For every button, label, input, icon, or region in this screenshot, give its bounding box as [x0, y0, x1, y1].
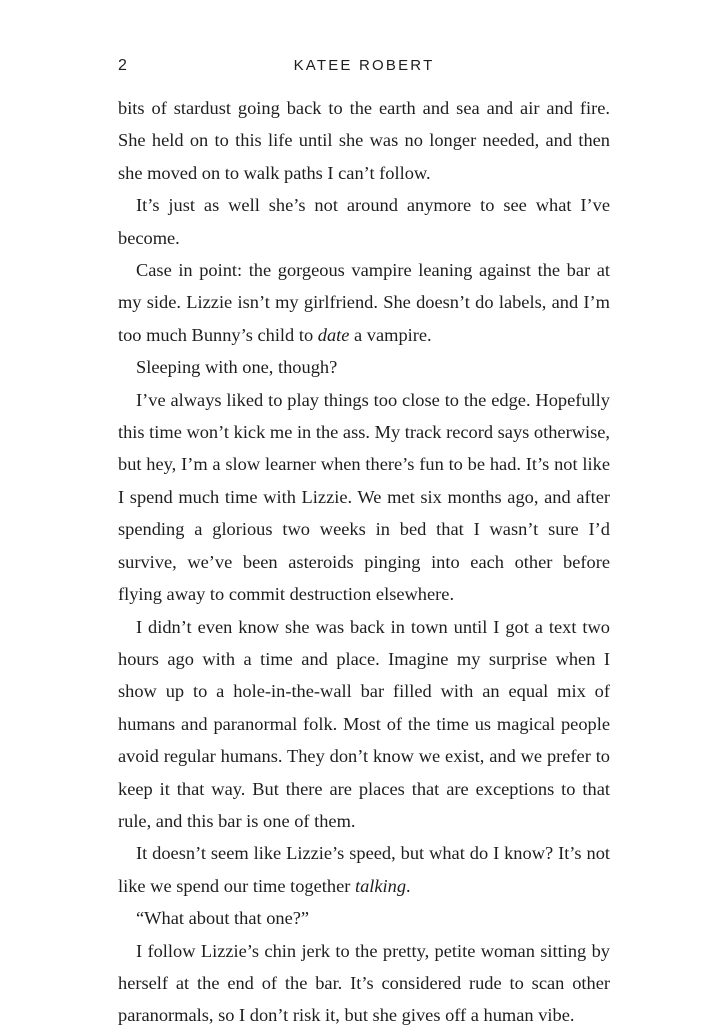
text-segment: bits of stardust going back to the earth and sea and air and fire. She held on to this life until she was no longer needed, and then she moved on to walk paths I can’t follow. [118, 98, 610, 183]
text-segment: “What about that one?” [136, 908, 310, 929]
paragraph [118, 611, 610, 838]
body-text [118, 92, 610, 1032]
italic-text-segment: date [317, 324, 350, 345]
paragraph [118, 384, 610, 611]
paragraph [118, 935, 610, 1032]
text-segment: I follow Lizzie’s chin jerk to the pretty, petite woman sitting by herself at the end of the bar. It’s considered rude to scan other paranormals, so I don’t risk it, but she gives off a human vibe. [118, 940, 610, 1026]
author-name: KATEE ROBERT [293, 57, 435, 74]
text-segment: Sleeping with one, though? [136, 357, 338, 378]
text-segment: a vampire. [349, 324, 432, 345]
text-segment: Case in point: the gorgeous vampire leaning against the bar at my side. Lizzie isn’t my girlfriend. She doesn’t do labels, and I’m too much Bunny’s child to [118, 260, 610, 345]
text-segment: It’s just as well she’s not around anymore to see what I’ve become. [118, 195, 610, 248]
paragraph [118, 902, 610, 934]
paragraph [118, 837, 610, 902]
text-segment: . [406, 875, 411, 896]
page-number: 2 [118, 57, 128, 74]
paragraph [118, 254, 610, 351]
text-segment: I didn’t even know she was back in town until I got a text two hours ago with a time and place. Imagine my surprise when I show up to a hole-in-the-wall bar filled with an equal mix of humans and paranormal folk. Most of the time us magical people avoid regular humans. They don’t know we exist, and we prefer to keep it that way. But there are places that are exceptions to that rule, and this bar is one of them. [118, 616, 610, 831]
text-segment: It doesn’t seem like Lizzie’s speed, but what do I know? It’s not like we spend our time together [118, 843, 610, 896]
running-head [118, 54, 610, 78]
italic-text-segment: talking [354, 875, 407, 896]
paragraph [118, 92, 610, 189]
paragraph [118, 189, 610, 254]
paragraph [118, 351, 610, 383]
text-segment: I’ve always liked to play things too close to the edge. Hopefully this time won’t kick me in the ass. My track record says otherwise, but hey, I’m a slow learner when there’s fun to be had. It’s not like I spend much time with Lizzie. We met six months ago, and after spending a glorious two weeks in bed that I wasn’t sure I’d survive, we’ve been asteroids pinging into each other before flying away to commit destruction elsewhere. [118, 389, 611, 605]
